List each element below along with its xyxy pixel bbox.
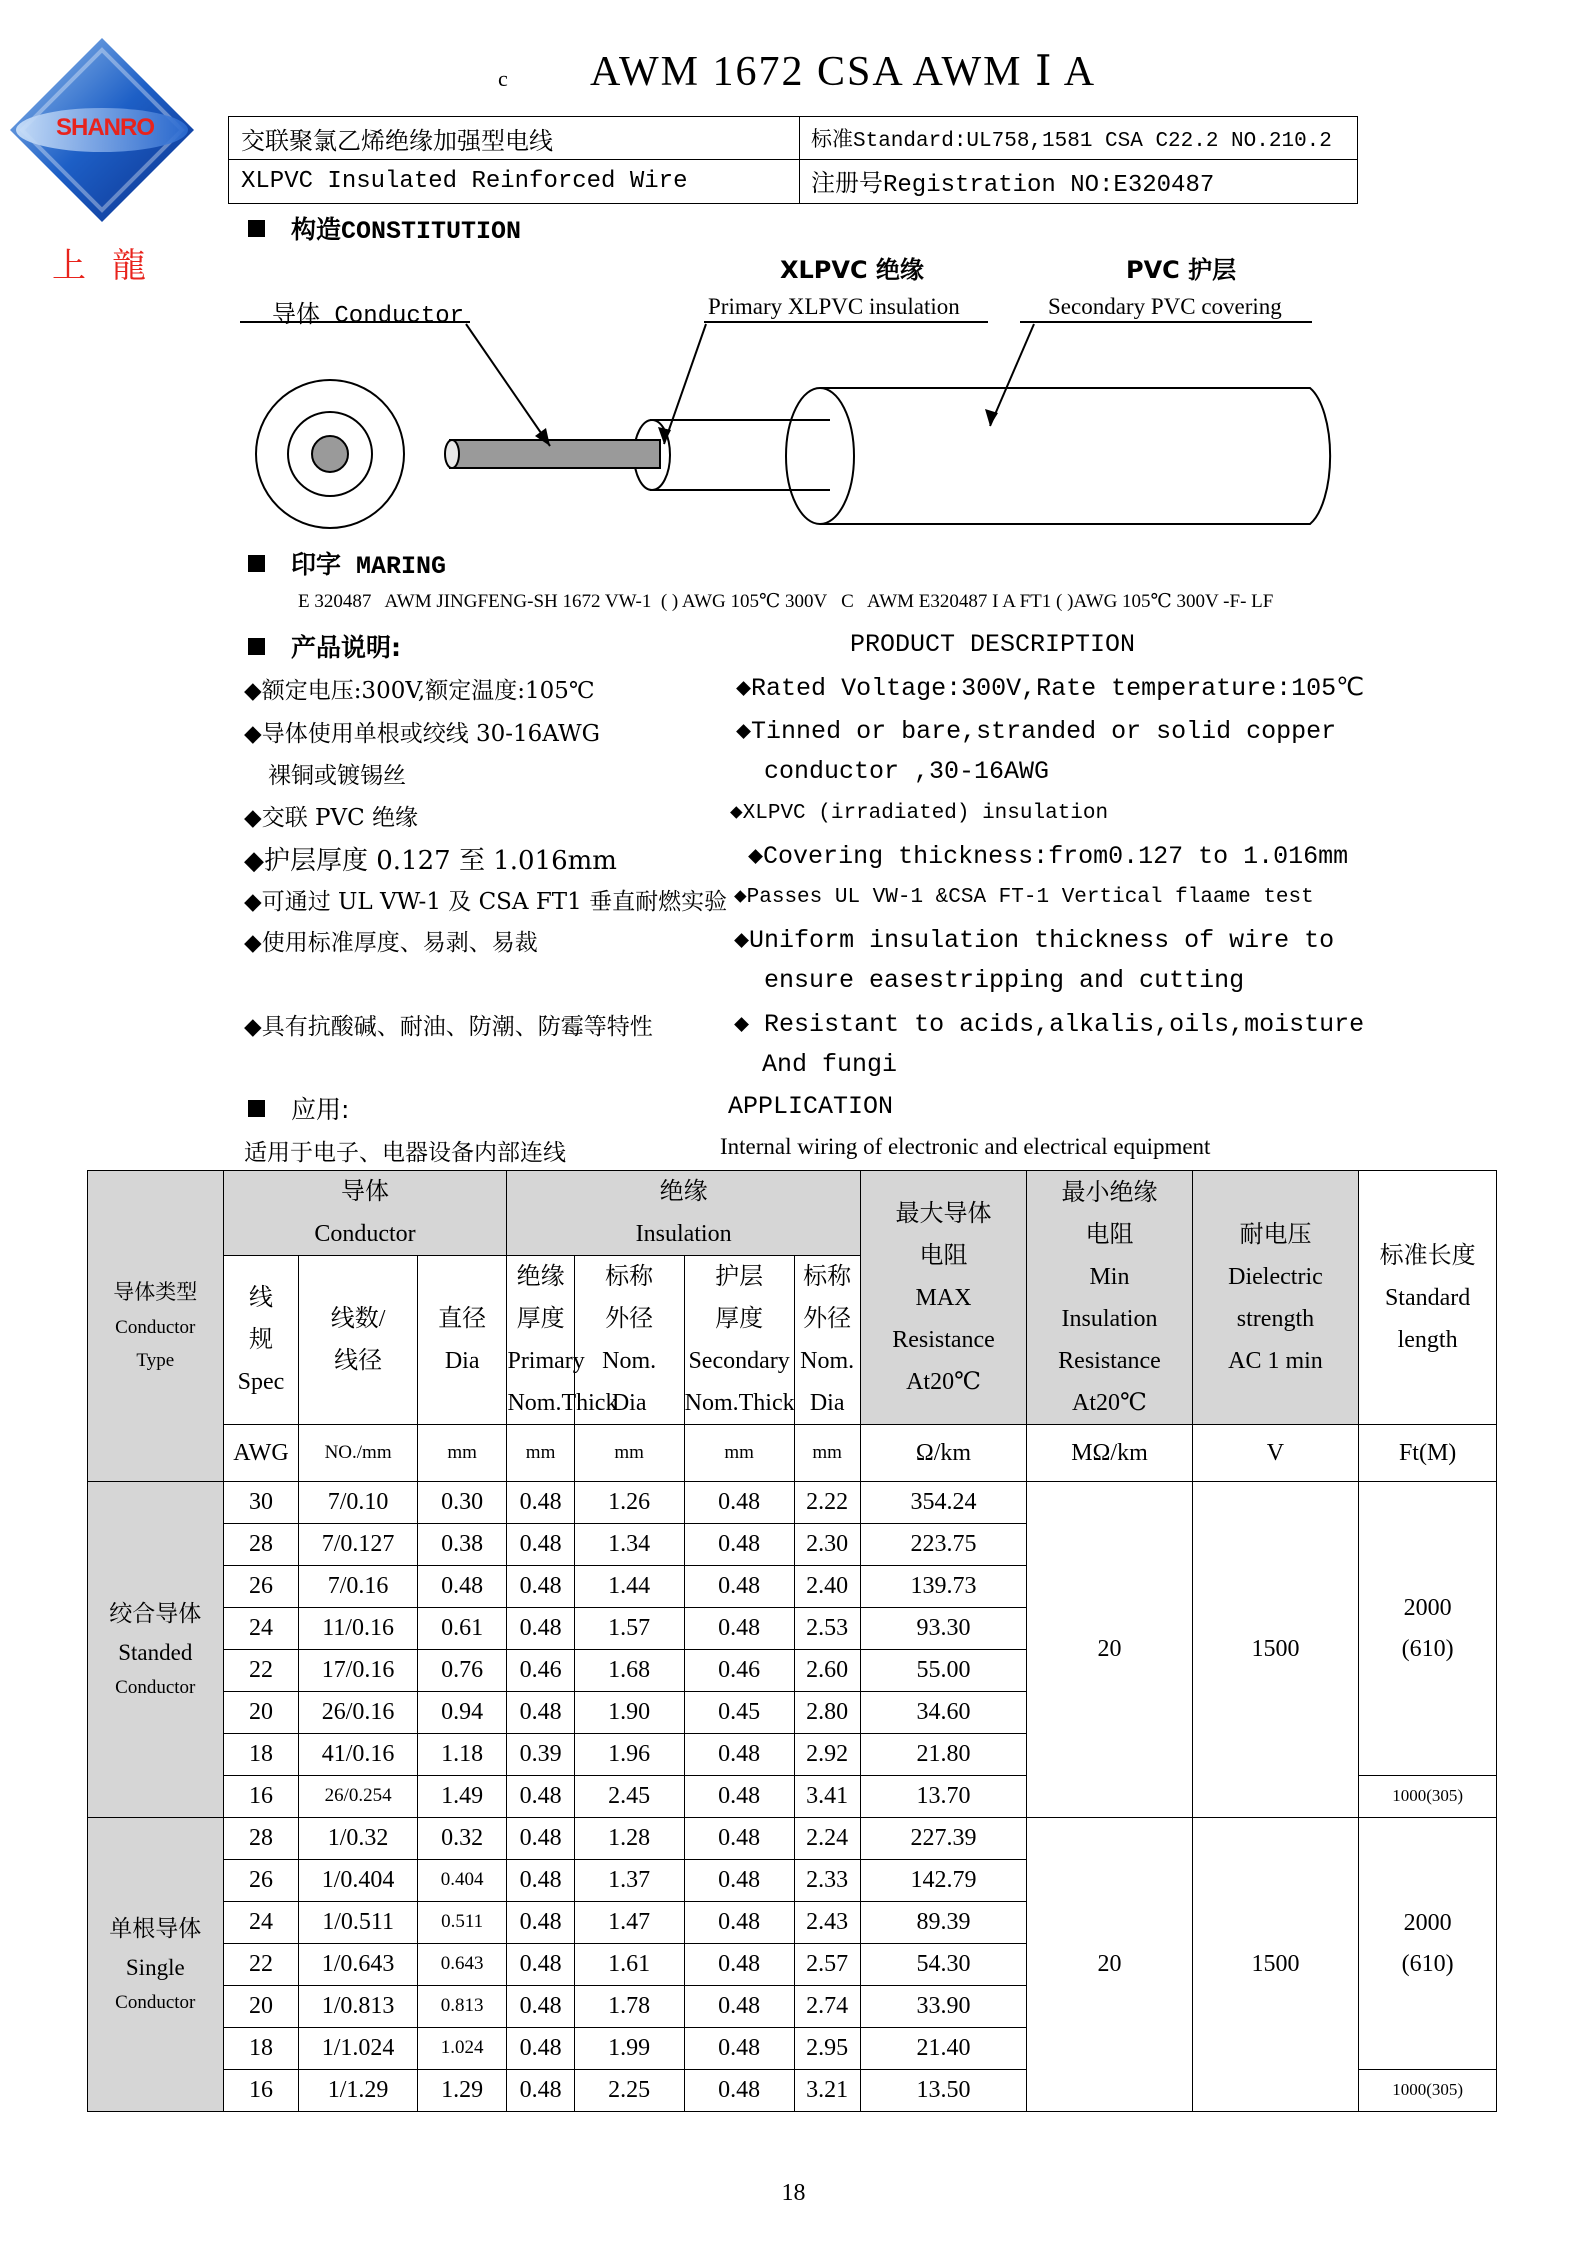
table-cell: 1.99 — [574, 2028, 684, 2070]
desc-en-2: ◆Tinned or bare,stranded or solid copper — [736, 717, 1337, 746]
table-cell: 18 — [223, 1734, 299, 1776]
table-cell: 0.813 — [417, 1986, 507, 2028]
spec-table — [87, 1170, 1497, 2112]
table-cell: 1.47 — [574, 1902, 684, 1944]
table-cell: 0.48 — [417, 1566, 507, 1608]
table-cell: 0.38 — [417, 1524, 507, 1566]
table-cell: 22 — [223, 1944, 299, 1986]
table-cell: 2.60 — [794, 1650, 860, 1692]
table-cell: 0.39 — [507, 1734, 574, 1776]
table-cell: 142.79 — [860, 1860, 1027, 1902]
table-cell: 0.48 — [507, 2070, 574, 2112]
table-cell: 0.48 — [507, 1692, 574, 1734]
section-bullet-icon — [248, 1100, 265, 1117]
table-cell: 26/0.16 — [299, 1692, 417, 1734]
desc-en-6: ◆Uniform insulation thickness of wire to — [734, 926, 1335, 955]
table-cell: 2.45 — [574, 1776, 684, 1818]
application-heading-cn — [248, 1090, 349, 1126]
table-cell: 22 — [223, 1650, 299, 1692]
table-cell: 0.48 — [684, 1734, 794, 1776]
table-cell: 354.24 — [860, 1482, 1027, 1524]
table-cell: 0.48 — [507, 1482, 574, 1524]
marking-heading-text: 印字 MARING — [291, 552, 447, 581]
table-cell: 0.48 — [684, 1524, 794, 1566]
table-cell: 2.25 — [574, 2070, 684, 2112]
header-strand: 线数/ 线径 — [299, 1256, 417, 1425]
table-cell: 54.30 — [860, 1944, 1027, 1986]
table-cell: 0.48 — [684, 1776, 794, 1818]
marking-text: E 320487 AWM JINGFENG-SH 1672 VW-1 ( ) AWG 105℃ 300V C AWM E320487 I A FT1 ( )AWG 105℃ 300V -F- LF — [298, 591, 1274, 612]
xlpvc-label-cn: XLPVC 绝缘 — [780, 256, 924, 284]
header-standard-length: 标准长度 Standard length — [1359, 1171, 1497, 1425]
table-cell: 2.80 — [794, 1692, 860, 1734]
single-section — [88, 1818, 1497, 2112]
table-cell: 0.48 — [507, 1608, 574, 1650]
table-cell: 0.48 — [684, 1902, 794, 1944]
title-c-mark: c — [498, 66, 508, 91]
table-cell: 33.90 — [860, 1986, 1027, 2028]
table-cell: 0.48 — [684, 1986, 794, 2028]
table-cell: 0.32 — [417, 1818, 507, 1860]
pvc-label-cn: PVC 护层 — [1126, 256, 1237, 284]
standard-text: 标准Standard:UL758,1581 CSA C22.2 NO.210.2 — [811, 130, 1332, 153]
construction-heading-text: 构造CONSTITUTION — [291, 217, 522, 246]
table-cell: 34.60 — [860, 1692, 1027, 1734]
table-cell: 0.46 — [507, 1650, 574, 1692]
table-cell: 1.29 — [417, 2070, 507, 2112]
table-cell: 1.26 — [574, 1482, 684, 1524]
table-cell: 0.48 — [507, 1818, 574, 1860]
standard-length-value: 2000 (610) — [1359, 1818, 1497, 2070]
table-cell: 223.75 — [860, 1524, 1027, 1566]
table-cell: 2.24 — [794, 1818, 860, 1860]
table-cell: 93.30 — [860, 1608, 1027, 1650]
stranded-section — [88, 1482, 1497, 1818]
table-cell: 1.024 — [417, 2028, 507, 2070]
table-cell: 1/0.813 — [299, 1986, 417, 2028]
table-cell: 28 — [223, 1524, 299, 1566]
table-cell: 0.48 — [684, 1482, 794, 1524]
header-secondary-thick: 护层 厚度 Secondary Nom.Thick — [684, 1256, 794, 1425]
table-cell: 24 — [223, 1902, 299, 1944]
page-number: 18 — [781, 2180, 806, 2206]
table-cell: 2.95 — [794, 2028, 860, 2070]
unit-cell: Ω/km — [860, 1425, 1027, 1482]
page-title: AWM 1672 CSA AWM Ⅰ A — [590, 49, 1097, 95]
unit-cell: V — [1192, 1425, 1359, 1482]
unit-cell: Ft(M) — [1359, 1425, 1497, 1482]
desc-cn-1: ◆额定电压:300V,额定温度:105℃ — [244, 678, 595, 704]
unit-cell: mm — [574, 1425, 684, 1482]
table-cell: 11/0.16 — [299, 1608, 417, 1650]
standard-length-value: 2000 (610) — [1359, 1482, 1497, 1776]
header-spec: 线 规 Spec — [223, 1256, 299, 1425]
desc-en-2b: conductor ,30-16AWG — [764, 757, 1050, 786]
standard-length-16awg: 1000(305) — [1359, 2070, 1497, 2112]
table-cell: 3.41 — [794, 1776, 860, 1818]
table-cell: 16 — [223, 1776, 299, 1818]
desc-en-3: ◆XLPVC (irradiated) insulation — [730, 802, 1109, 825]
table-cell: 1.68 — [574, 1650, 684, 1692]
table-cell: 13.50 — [860, 2070, 1027, 2112]
desc-en-7: ◆ Resistant to acids,alkalis,oils,moisture — [734, 1010, 1365, 1039]
cable-construction-diagram — [0, 0, 1587, 560]
table-cell: 89.39 — [860, 1902, 1027, 1944]
table-cell: 1.90 — [574, 1692, 684, 1734]
table-cell: 1/0.32 — [299, 1818, 417, 1860]
min-insulation-value: 20 — [1027, 1482, 1192, 1818]
table-cell: 21.80 — [860, 1734, 1027, 1776]
standard-length-16awg: 1000(305) — [1359, 1776, 1497, 1818]
table-cell: 1/1.29 — [299, 2070, 417, 2112]
units-row — [88, 1425, 1497, 1482]
table-cell: 1/0.404 — [299, 1860, 417, 1902]
header-nom-dia-1: 标称 外径 Nom. Dia — [574, 1256, 684, 1425]
table-cell: 55.00 — [860, 1650, 1027, 1692]
table-cell: 0.94 — [417, 1692, 507, 1734]
table-cell: 1.61 — [574, 1944, 684, 1986]
table-cell: 26 — [223, 1566, 299, 1608]
unit-cell: NO./mm — [299, 1425, 417, 1482]
desc-cn-2b: 裸铜或镀锡丝 — [268, 763, 406, 789]
table-cell: 2.43 — [794, 1902, 860, 1944]
table-cell: 28 — [223, 1818, 299, 1860]
table-cell: 0.45 — [684, 1692, 794, 1734]
table-cell: 0.48 — [684, 2070, 794, 2112]
section-bullet-icon — [248, 638, 265, 655]
table-cell: 16 — [223, 2070, 299, 2112]
table-cell: 17/0.16 — [299, 1650, 417, 1692]
application-heading-en: APPLICATION — [728, 1092, 894, 1121]
table-cell: 13.70 — [860, 1776, 1027, 1818]
table-cell: 0.48 — [684, 1566, 794, 1608]
table-cell: 1.18 — [417, 1734, 507, 1776]
table-cell: 3.21 — [794, 2070, 860, 2112]
table-cell: 30 — [223, 1482, 299, 1524]
table-cell: 0.404 — [417, 1860, 507, 1902]
table-cell: 0.48 — [684, 1818, 794, 1860]
table-cell: 0.48 — [507, 1944, 574, 1986]
table-cell: 0.48 — [507, 2028, 574, 2070]
conductor-type-label: 单根导体 Single Conductor — [88, 1818, 224, 2112]
table-cell: 0.48 — [507, 1524, 574, 1566]
table-cell: 1.57 — [574, 1608, 684, 1650]
table-cell: 24 — [223, 1608, 299, 1650]
table-cell: 2.53 — [794, 1608, 860, 1650]
desc-cn-3: ◆交联 PVC 绝缘 — [244, 805, 418, 831]
desc-cn-2: ◆导体使用单根或绞线 30-16AWG — [244, 721, 600, 747]
table-cell: 1.44 — [574, 1566, 684, 1608]
table-cell: 2.33 — [794, 1860, 860, 1902]
header-dia: 直径 Dia — [417, 1256, 507, 1425]
desc-cn-4: ◆护层厚度 0.127 至 1.016mm — [244, 846, 617, 876]
table-cell: 26 — [223, 1860, 299, 1902]
table-cell: 227.39 — [860, 1818, 1027, 1860]
desc-en-4: ◆Covering thickness:from0.127 to 1.016mm — [748, 842, 1349, 871]
unit-cell: AWG — [223, 1425, 299, 1482]
table-cell: 7/0.10 — [299, 1482, 417, 1524]
table-row — [88, 1818, 1497, 1860]
header-insulation: 绝缘 Insulation — [507, 1171, 860, 1256]
header-dielectric: 耐电压 Dielectric strength AC 1 min — [1192, 1171, 1359, 1425]
table-cell: 139.73 — [860, 1566, 1027, 1608]
conductor-label: 导体 Conductor — [272, 303, 465, 330]
table-cell: 1/1.024 — [299, 2028, 417, 2070]
table-cell: 20 — [223, 1986, 299, 2028]
desc-cn-6: ◆使用标准厚度、易剥、易裁 — [244, 930, 538, 956]
table-cell: 0.30 — [417, 1482, 507, 1524]
primary-insulation-label: Primary XLPVC insulation — [708, 294, 960, 319]
unit-cell: mm — [794, 1425, 860, 1482]
table-cell: 0.48 — [507, 1776, 574, 1818]
table-cell: 0.48 — [507, 1986, 574, 2028]
conductor-type-label: 绞合导体 Standed Conductor — [88, 1482, 224, 1818]
secondary-covering-label: Secondary PVC covering — [1048, 294, 1282, 319]
table-cell: 1.78 — [574, 1986, 684, 2028]
header-primary-thick: 绝缘 厚度 Primary Nom.Thick — [507, 1256, 574, 1425]
dielectric-value: 1500 — [1192, 1818, 1359, 2112]
marking-heading — [248, 545, 446, 581]
table-cell: 2.74 — [794, 1986, 860, 2028]
unit-cell: mm — [417, 1425, 507, 1482]
table-cell: 0.46 — [684, 1650, 794, 1692]
desc-en-1: ◆Rated Voltage:300V,Rate temperature:105℃ — [736, 674, 1365, 703]
desc-cn-5: ◆可通过 UL VW-1 及 CSA FT1 垂直耐燃实验 — [244, 889, 728, 915]
table-cell: 1.34 — [574, 1524, 684, 1566]
registration-text: 注册号Registration NO:E320487 — [811, 172, 1215, 199]
dielectric-value: 1500 — [1192, 1482, 1359, 1818]
table-cell: 0.48 — [507, 1566, 574, 1608]
table-cell: 1/0.643 — [299, 1944, 417, 1986]
table-cell: 7/0.127 — [299, 1524, 417, 1566]
logo-text: SHANRO — [55, 114, 154, 141]
table-cell: 1.96 — [574, 1734, 684, 1776]
table-cell: 0.48 — [507, 1860, 574, 1902]
table-cell: 0.48 — [507, 1902, 574, 1944]
table-cell: 26/0.254 — [299, 1776, 417, 1818]
desc-cn-7: ◆具有抗酸碱、耐油、防潮、防霉等特性 — [244, 1014, 653, 1040]
table-cell: 2.92 — [794, 1734, 860, 1776]
table-cell: 2.57 — [794, 1944, 860, 1986]
table-cell: 0.643 — [417, 1944, 507, 1986]
table-cell: 7/0.16 — [299, 1566, 417, 1608]
table-cell: 20 — [223, 1692, 299, 1734]
application-heading-cn-text: 应用: — [291, 1095, 350, 1124]
table-cell: 2.22 — [794, 1482, 860, 1524]
logo-chinese-name: 上龍 — [52, 246, 172, 286]
table-cell: 0.48 — [684, 1944, 794, 1986]
header-conductor-type: 导体类型 Conductor Type — [88, 1171, 224, 1482]
table-cell: 0.48 — [684, 1860, 794, 1902]
table-cell: 1.37 — [574, 1860, 684, 1902]
desc-en-6b: ensure easestripping and cutting — [764, 966, 1245, 995]
header-nom-dia-2: 标称 外径 Nom. Dia — [794, 1256, 860, 1425]
table-cell: 2.30 — [794, 1524, 860, 1566]
product-name-cn: 交联聚氯乙烯绝缘加强型电线 — [241, 126, 553, 155]
table-cell: 0.511 — [417, 1902, 507, 1944]
description-heading-en: PRODUCT DESCRIPTION — [850, 630, 1136, 659]
header-conductor: 导体 Conductor — [223, 1171, 507, 1256]
table-cell: 41/0.16 — [299, 1734, 417, 1776]
table-cell: 1.28 — [574, 1818, 684, 1860]
table-cell: 0.76 — [417, 1650, 507, 1692]
desc-en-7b: And fungi — [762, 1050, 898, 1079]
section-bullet-icon — [248, 555, 265, 572]
header-max-resistance: 最大导体 电阻 MAX Resistance At20℃ — [860, 1171, 1027, 1425]
min-insulation-value: 20 — [1027, 1818, 1192, 2112]
table-cell: 21.40 — [860, 2028, 1027, 2070]
description-heading-cn — [248, 628, 401, 664]
table-row — [88, 1482, 1497, 1524]
product-name-en: XLPVC Insulated Reinforced Wire — [241, 167, 688, 195]
table-cell: 1.49 — [417, 1776, 507, 1818]
application-text-en: Internal wiring of electronic and electrical equipment — [720, 1134, 1211, 1159]
table-cell: 0.48 — [684, 2028, 794, 2070]
application-text-cn: 适用于电子、电器设备内部连线 — [244, 1140, 566, 1166]
table-cell: 2.40 — [794, 1566, 860, 1608]
header-min-insulation: 最小绝缘 电阻 Min Insulation Resistance At20℃ — [1027, 1171, 1192, 1425]
unit-cell: MΩ/km — [1027, 1425, 1192, 1482]
table-cell: 0.48 — [684, 1608, 794, 1650]
desc-en-5: ◆Passes UL VW-1 &CSA FT-1 Vertical flaame test — [734, 886, 1314, 909]
unit-cell: mm — [684, 1425, 794, 1482]
table-cell: 0.61 — [417, 1608, 507, 1650]
description-heading-cn-text: 产品说明: — [291, 633, 401, 662]
table-cell: 1/0.511 — [299, 1902, 417, 1944]
table-cell: 18 — [223, 2028, 299, 2070]
unit-cell: mm — [507, 1425, 574, 1482]
